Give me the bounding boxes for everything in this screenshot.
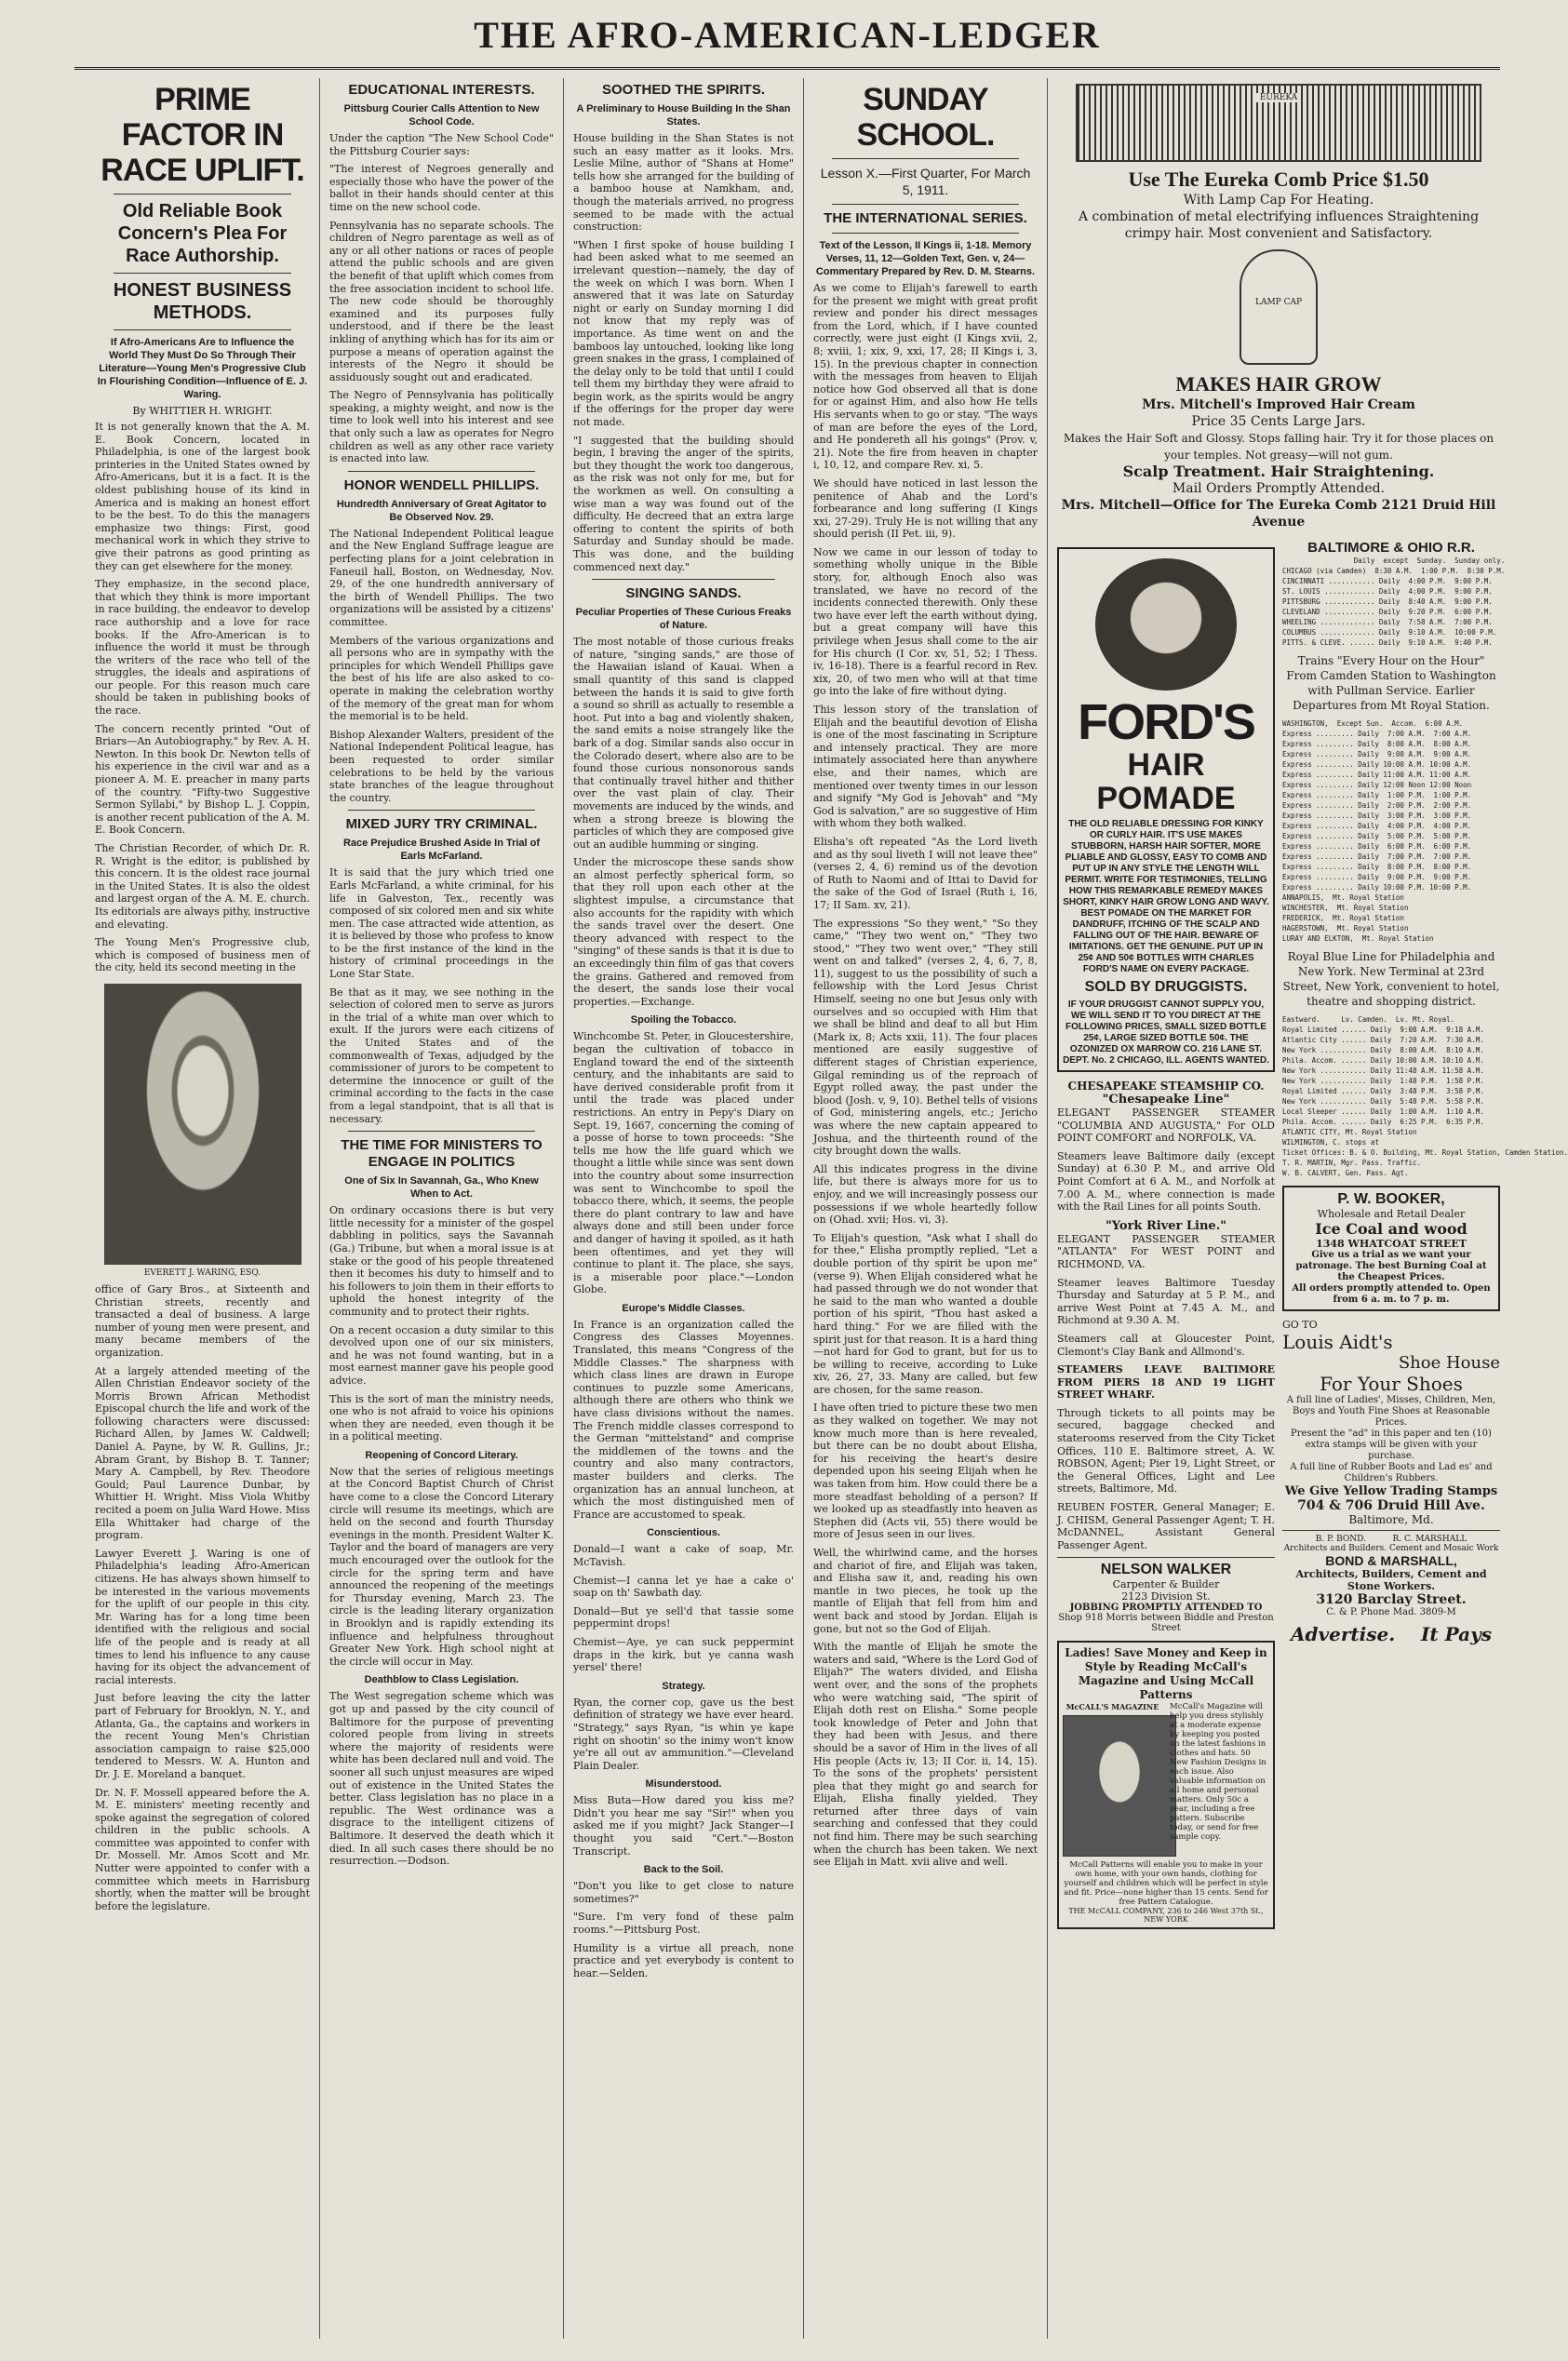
portrait-photo [104, 984, 302, 1265]
paragraph: All this indicates progress in the divine life, but there is always more for us to enjoy, and we will increasingly possess our possessions if we whole heartedly follow on (Ohad. xvii; Hos. vi, 3). [813, 1162, 1038, 1227]
subhead: Pittsburg Courier Calls Attention to New School Code. [343, 103, 540, 127]
divider [348, 1131, 535, 1132]
mitchell-line: Price 35 Cents Large Jars. [1191, 414, 1366, 429]
subhead: Hundredth Anniversary of Great Agitator to Be Observed Nov. 29. [336, 498, 547, 523]
nelson-title: NELSON WALKER [1100, 1562, 1232, 1578]
mccall-address: THE McCALL COMPANY, 236 to 246 West 37th St., NEW YORK [1068, 1907, 1264, 1925]
bond-names: B. P. BOND. R. C. MARSHALL [1315, 1535, 1467, 1544]
aidt-line: For Your Shoes [1320, 1373, 1463, 1395]
lesson-subhead: Lesson X.—First Quarter, For March 5, 1911. [820, 166, 1031, 197]
masthead-title: THE AFRO-AMERICAN-LEDGER [474, 14, 1101, 56]
booker-title: P. W. BOOKER, [1337, 1191, 1445, 1207]
paragraph: STEAMERS LEAVE BALTIMORE FROM PIERS 18 AND 19 LIGHT STREET WHARF. [1057, 1363, 1275, 1402]
paragraph: It is not generally known that the A. M. E. Book Concern, located in Philadelphia, is one of the largest book printeries in the United States owned by Afro-Americans, but it is a fact. It is the oldest publishing house of its kind in America and is making an honest effort to be the best. To do this the managers emphasize two things: First, good mechanical work in which they strive to give their patrons as good printing as they can get elsewhere for the money. [95, 421, 310, 572]
aidt-line: A full line of Ladies', Misses, Children, Men, Boys and Youth Fine Shoes at Reasonable Prices. [1286, 1395, 1496, 1428]
lamp-label: LAMP CAP [1254, 298, 1303, 307]
subhead: Strategy. [662, 1680, 705, 1692]
subhead: Spoiling the Tobacco. [630, 1014, 737, 1026]
bond-marshall-ad [1282, 1530, 1500, 1617]
eureka-comb-ad [1057, 84, 1500, 365]
subhead: Conscientious. [647, 1527, 720, 1539]
chesapeake-line: "Chesapeake Line" [1102, 1093, 1230, 1107]
ford-subtitle: HAIR POMADE [1096, 747, 1236, 816]
nelson-line: Carpenter & Builder [1112, 1578, 1220, 1591]
comb-line: A combination of metal electrifying influences Straightening crimpy hair. Most convenient and Satisfactory. [1078, 209, 1480, 241]
paragraph: This is the sort of man the ministry needs, one who is not afraid to voice his opinions when they are needed, even though it be in a political meeting. [329, 1392, 554, 1443]
booker-line: Wholesale and Retail Dealer [1317, 1208, 1466, 1220]
paragraph: Winchcombe St. Peter, in Gloucestershire, began the cultivation of tobacco in England toward the end of the sixteenth century, and the inhabitants are said to have derived considerable profit from it until the trade was placed under restrictions. An entry in Pepy's Diary on Sept. 19, 1667, concerning the coming of a posse of horse to town proceeds: "She tells me how the life guard which we thought a little while since was sent down into the country about some insurrection was sent to Winchcombe to spoil the tobacco there, which, it seems, the people there do plant contrary to law and have always done and still been under force and danger of having it spoiled, as it hath been oftentimes, and yet they will continue to plant it. The place, she says, is a miserable poor place."—London Globe. [573, 1030, 794, 1296]
mitchell-line: Mail Orders Promptly Attended. [1172, 481, 1386, 496]
booker-line: Ice Coal and wood [1315, 1220, 1467, 1238]
column-2 [320, 78, 564, 2339]
subhead: Back to the Soil. [643, 1864, 724, 1876]
bond-line: C. & P. Phone Mad. 3809-M [1326, 1607, 1456, 1617]
bo-railroad-ad [1282, 540, 1568, 1937]
masthead [74, 13, 1500, 70]
subhead: Misunderstood. [645, 1778, 722, 1791]
divider [114, 329, 291, 330]
paragraph: The expressions "So they went," "So they came," "They two went on," "They two stood," "They two went over," "They still went on and talked" (verses 2, 4, 6, 7, 8, 11), suggest to us the possibility of such a fellowship with the Lord Jesus Christ Himself, seeing no one but Jesus only with ourselves and so occupied with Him that we shall be blind and deaf to all but Him (Mark ix, 8; Acts xxii, 11). The four places mentioned are easily suggestive of different stages of Christian experience, Gilgal reminding us of the reproach of Egypt rolled away, the past under the blood (Josh. v, 9, 10). Bethel tells of visions of God, ministering angels, etc.; Jericho was where the new captain appeared to Joshua, and the thirteenth round of the city brought down the walls. [813, 917, 1038, 1158]
ad-split-row [1057, 540, 1568, 1937]
mitchell-title: MAKES HAIR GROW [1175, 372, 1382, 396]
paragraph: As we come to Elijah's farewell to earth for the present we might with great profit review and ponder his direct messages from the Lord, which, if I have counted correctly, were just eight (I Kings xvii, 2, 8; xviii, 1; xix, 9, xxi, 17, 28; II Kings i, 3, 15). In the previous chapter in connection with the messages from heaven to Elijah notice how God observed all that is done for or against Him, and also how He tells His servants when to go or stay. "The ways of man are before the eyes of the Lord, and He pondereth all his goings" (Prov. v, 21). Note the fire from heaven in chapter i, 10, 12, and compare Rev. xi, 5. [813, 282, 1038, 472]
divider [348, 810, 535, 811]
headline-educational: EDUCATIONAL INTERESTS. [348, 82, 535, 98]
divider [592, 579, 775, 580]
paragraph: "When I first spoke of house building I had been asked what to me seemed an irrelevant question—namely, the day of the week on which I was born. When I answered that it was late on Saturday night or early on Sunday morning I did not know that my reply was of importance. As time went on and the bamboos lay untouched, looking like long green snakes in the grass, I complained of the delay only to be told that until I could tell them my birthday they were afraid to begin work, as the spirits would be angry if the offerings for the proper day were not made. [573, 238, 794, 429]
paragraph: In France is an organization called the Congress des Classes Moyennes. Translated, this means "Congress of the Middle Classes." The sharpness with which class lines are drawn in Europe continues to puzzle some Americans, although there are others who think we have class divisions without the names. The French middle classes correspond to the German "mittelstand" and comprise the middlemen of the towns and the country and also many contractors, master builders and clerks. The organization has an annual luncheon, at which the most distinguished men of France are accustomed to speak. [573, 1318, 794, 1521]
paragraph: The Young Men's Progressive club, which is composed of business men of the city, held its second meeting in the [95, 936, 310, 974]
headline-mixed-jury: MIXED JURY TRY CRIMINAL. [345, 816, 538, 833]
paragraph: Lawyer Everett J. Waring is one of Philadelphia's leading Afro-American citizens. He has always shown himself to be interested in the various movements for the uplift of our people in this city. Mr. Waring has for a long time been identified with the religious and social life of the people and is ready at all times to lend his influence to any cause having for its object the advancement of racial interests. [95, 1547, 310, 1686]
mitchell-line: Mrs. Mitchell—Office for The Eureka Comb 2121 Druid Hill Avenue [1061, 498, 1496, 530]
paragraph: Steamers call at Gloucester Point, Clemont's Clay Bank and Allmond's. [1057, 1332, 1275, 1358]
booker-ad [1282, 1186, 1500, 1311]
column-3 [564, 78, 804, 2339]
ford-druggists: SOLD BY DRUGGISTS. [1084, 979, 1248, 995]
mccall-mag-label: McCALL'S MAGAZINE [1065, 1702, 1159, 1712]
paragraph: Chemist—Aye, ye can suck peppermint draps in the kirk, but ye canna wash yersel' there! [573, 1635, 794, 1674]
paragraph: On a recent occasion a duty similar to this devolved upon one of our six ministers, and he was not found wanting, but in a most earnest manner gave his people good advice. [329, 1323, 554, 1387]
paragraph: We should have noticed in last lesson the penitence of Ahab and the Lord's forbearance and long suffering (I Kings xxi, 27-29). Truly He is not willing that any should perish (II Pet. iii, 9). [813, 476, 1038, 541]
timetable: Eastward. Lv. Camden. Lv. Mt. Royal. Royal Limited ...... Daily 9:08 A.M. 9:18 A.M. Atlantic City ...... Daily 7:20 A.M. 7:30 A.M. New York ........... Daily 8:00 A.M. 8:10 A.M. Phila. Accom. ...... Daily 10:00 A.M. 10:10 A.M. New York ........... Daily 11:48 A.M. 11:58 A.M. New York ........... Daily 1:48 P.M. 1:58 P.M. Royal Limited ...... Daily 3:48 P.M. 3:58 P.M. New York ........... Daily 5:48 P.M. 5:58 P.M. Local Sleeper ...... Daily 1:00 A.M. 1:10 A.M. Phila. Accom. ...... Daily 6:25 P.M. 6:35 P.M. ATLANTIC CITY, Mt. Royal Station WILMINGTON, C. stops at [1282, 1015, 1484, 1147]
paragraph: Humility is a virtue all preach, none practice and yet everybody is content to hear.—Selden. [573, 1941, 794, 1979]
paragraph: On ordinary occasions there is but very little necessity for a minister of the gospel dabbling in politics, says the Savannah (Ga.) Tribune, but when a moral issue is at stake or the good of his people threatened then it becomes his duty to himself and to his followers to join them in their efforts to uphold the honest integrity of the community and to protect their rights. [329, 1204, 554, 1318]
aidt-line: GO TO [1282, 1319, 1318, 1331]
headline-singing-sands: SINGING SANDS. [625, 585, 742, 602]
paragraph: This lesson story of the translation of Elijah and the beautiful devotion of Elisha is one of the most fascinating in Scripture and intensely practical. They are more intimately associated here than anywhere else, and their names, which are mentioned over twenty times in our lesson and signify "My God is Jehovah" and "My God is salvation," are so suggestive of Him with whom they both walked. [813, 704, 1038, 830]
bond-line: Architects and Builders. Cement and Mosaic Work [1283, 1544, 1499, 1553]
paragraph: "Sure. I'm very fond of these palm rooms."—Pittsburg Post. [573, 1911, 794, 1937]
paragraph: Donald—I want a cake of soap, Mr. McTavish. [573, 1543, 794, 1568]
paragraph: House building in the Shan States is not such an easy matter as it looks. Mrs. Leslie Milne, author of "Shans at Home" tells how she arranged for the building of a bamboo house at Namkham, and, though the materials arrived, no progress seemed to be made with the actual construction: [573, 132, 794, 234]
paragraph: The West segregation scheme which was got up and passed by the city council of Baltimore for the purpose of preventing colored people from living in streets where the majority of residents were white has been declared null and void. The sooner all such unjust measures are wiped out of existence in the United States the better. Class legislation has no place in a republic. The West ordinance was a disgrace to the intelligent citizens of Baltimore. It deserved the death which it died. In all such cases there should be no resurrection.—Dodson. [329, 1690, 554, 1868]
chesapeake-title: CHESAPEAKE STEAMSHIP CO. [1067, 1080, 1265, 1093]
comb-label: EUREKA [1256, 93, 1301, 102]
paragraph: The concern recently printed "Out of Briars—An Autobiography," by Rev. A. H. Newton. In this book Dr. Newton tells of his experience in the civil war and as a pioneer A. M. E. preacher in many parts of the country. "Fifty-two Suggestive Sermon Syllabi," by Bishop L. J. Coppin, is another recent publication of the A. M. E. Book Concern. [95, 722, 310, 837]
paragraph: ELEGANT PASSENGER STEAMER "COLUMBIA AND AUGUSTA," For OLD POINT COMFORT and NORFOLK, VA. [1057, 1107, 1275, 1145]
paragraph: Miss Buta—How dared you kiss me? Didn't you hear me say "Sir!" when you asked me if you might? Jack Stanger—I thought you said "Cert."—Boston Transcript. [573, 1794, 794, 1858]
bond-line: 3120 Barclay Street. [1316, 1592, 1467, 1607]
paragraph: Now we came in our lesson of today to something wholly unique in the Bible story, for, although Enoch also was translated, we have no record of the incidents connected therewith. Only these two have ever left the earth without dying, but a great company will have this privilege when Jesus shall come to the air for His church (I Cor. xv, 51, 52; I Thess. iv, 16-18). There is a fearful record in Rev. xix, 20, of two men who will at that time go into the lake of fire without dying. [813, 545, 1038, 698]
mccall-body: McCall's Magazine will help you dress stylishly at a moderate expense by keeping you posted on the latest fashions in clothes and hats. 50 New Fashion Designs in each issue. Also valuable information on all home and personal matters. Only 50c a year, including a free pattern. Subscribe today, or send for free sample copy. [1170, 1702, 1266, 1843]
paragraph: Members of the various organizations and all persons who are in sympathy with the principles for which Wendell Phillips gave the best of his life are also asked to co-operate in making the celebration worthy of the memory of the great man for whom the memorial is to be held. [329, 634, 554, 723]
column-1 [86, 78, 320, 2339]
mccall-split [1063, 1702, 1269, 1860]
divider [832, 158, 1019, 159]
paragraph: To Elijah's question, "Ask what I shall do for thee," Elisha promptly replied, "Let a double portion of thy spirit be upon me" (verse 9). When Elijah considered what he had passed through we do not wonder that he said to the man who wanted a double portion of his spirit, "Thou hast asked a hard thing." For we are filled with the spirit just for that reason. It is a hard thing—not hard for God to grant, but for us to be willing to receive, according to Luke xiv, 26, 27, 33. Many are called, but few are chosen, for the same reason. [813, 1231, 1038, 1396]
bo-trains: Trains "Every Hour on the Hour" From Camden Station to Washington with Pullman Service. Earlier Departures from Mt Royal Station. [1286, 654, 1496, 712]
paragraph: Be that as it may, we see nothing in the selection of colored men to serve as jurors in the trial of a white man over which to exult. If the jurors were each citizens of the United States and of the commonwealth of Texas, adjudged by the commissioner of jurors to be competent to determine the innocence or guilt of the criminal according to the facts in the case from a legal standpoint, that is all that is necessary. [329, 986, 554, 1125]
chesapeake-ad [1057, 1080, 1275, 1551]
nelson-line: Shop 918 Morris between Biddle and Preston Street [1058, 1613, 1274, 1634]
subhead: Reopening of Concord Literary. [365, 1449, 518, 1461]
paragraph: ELEGANT PASSENGER STEAMER "ATLANTA" For WEST POINT and RICHMOND, VA. [1057, 1232, 1275, 1270]
photo-caption: EVERETT J. WARING, ESQ. [143, 1268, 261, 1278]
aidt-line: Louis Aidt's [1282, 1331, 1393, 1353]
paragraph: I have often tried to picture these two men as they walked on together. We may not know much more than is here revealed, but there can be no doubt about Elisha, for his receiving the heart's desire depended upon his seeing Elijah when he was taken from him. How could there be a more steadfast beholding of a person? If we looked up as steadfastly into heaven as Stephen did (Acts vii, 55) there would be more of Jesus seen in our lives. [813, 1402, 1038, 1541]
nelson-line: JOBBING PROMPTLY ATTENDED TO [1069, 1603, 1263, 1614]
ford-tail: IF YOUR DRUGGIST CANNOT SUPPLY YOU, WE WILL SEND IT TO YOU DIRECT AT THE FOLLOWING PRICES, SMALL SIZED BOTTLE 25¢, LARGE SIZED BOTTLE 50¢. THE OZONIZED OX MARROW CO. 216 LANE ST. DEPT. No. 2 CHICAGO, ILL. AGENTS WANTED. [1063, 999, 1269, 1066]
paragraph: Through tickets to all points may be secured, baggage checked and staterooms reserved from the City Ticket Offices, 110 E. Baltimore street, A. W. ROBSON, Agent; Pier 19, Light Street, or the General Offices, Light and Lee streets, Baltimore, Md. [1057, 1406, 1275, 1496]
paragraph: At a largely attended meeting of the Allen Christian Endeavor society of the Morris Brown African Methodist Episcopal church the life and work of the following characters were discussed: Richard Allen, by James W. Caldwell; Daniel A. Payne, by W. R. Gullins, Jr.; Abram Grant, by Bishop B. T. Tanner; Mary A. Campbell, by Rev. Theodore Gould; Paul Laurence Dunbar, by Whittier H. Wright. Miss Viola Whitby recited a poem on Julia Ward Howe. Miss Ella Whittaker had charge of the program. [95, 1364, 310, 1542]
paragraph: With the mantle of Elijah he smote the waters and said, "Where is the Lord God of Elijah?" The waters divided, and Elisha went over, and the sons of the prophets who were watching said, "The spirit of Elijah doth rest on Elisha." Some people took knowledge of Peter and John that they had been with Jesus, and there should be a savor of Him in the lives of all His people (Acts iv, 13; II Cor. ii, 14, 15). To the sons of the prophets' persistent plea that they might go and search for Elijah, Elisha finally yielded. They returned after three days of vain searching and confessed that they could not find him. There may be such searching when the church has been taken. We next see Elijah in Matt. xvii alive and well. [813, 1641, 1039, 1869]
deck: If Afro-Americans Are to Influence the World They Must Do So Through Their Literature—Young Men's Progressive Club In Flourishing Condition—Influence of E. J. Waring. [97, 337, 308, 400]
paragraph: Just before leaving the city the latter part of February for Brooklyn, N. Y., and Atlanta, Ga., the captains and workers in the recent Young Men's Christian association campaign to raise $25,000 tendered to Messrs. W. A. Hunton and Dr. J. E. Moreland a banquet. [95, 1692, 310, 1780]
divider [114, 273, 291, 274]
nelson-line: 2123 Division St. [1121, 1590, 1211, 1603]
ticket-offices: Ticket Offices: B. & O. Building, Mt. Royal Station, Camden Station. T. R. MARTIN, Mgr. Pass. Traffic. W. B. CALVERT, Gen. Pass. Agt. [1282, 1148, 1568, 1177]
divider [832, 204, 1019, 205]
divider [348, 471, 535, 472]
bo-title: BALTIMORE & OHIO R.R. [1307, 540, 1475, 556]
paragraph: "I suggested that the building should begin, I braving the anger of the spirits, but they thought the work too dangerous, as the risk was not only for me, but for the workmen as well. On consulting a wise man a way was found out of the difficulty. He decreed that an extra large offering to content the spirits of both Saturday and Sunday should be made. This was done, and the building commenced next day." [573, 434, 794, 573]
headline-soothed-spirits: SOOTHED THE SPIRITS. [601, 82, 766, 98]
bo-royal: Royal Blue Line for Philadelphia and New York. New Terminal at 23rd Street, New York, convenient to hotel, theatre and shopping district. [1282, 950, 1500, 1008]
paragraph: Bishop Alexander Walters, president of the National Independent Political league, has been requested to order similar celebrations to be held by the various state branches of the league throughout the country. [329, 728, 554, 804]
booker-line: Give us a trial as we want your patronage. The best Burning Coal at the Cheapest Prices. [1295, 1250, 1487, 1282]
byline: By WHITTIER H. WRIGHT. [132, 405, 273, 417]
advertisements-column [1048, 78, 1568, 2339]
paragraph: Steamer leaves Baltimore Tuesday Thursday and Saturday at 5 P. M., and arrive West Point at 7.45 A. M., and Richmond at 9.30 A. M. [1057, 1276, 1275, 1327]
subhead: One of Six In Savannah, Ga., Who Knew When to Act. [344, 1175, 539, 1201]
york-river-line: "York River Line." [1105, 1218, 1227, 1233]
paragraph: Pennsylvania has no separate schools. The children of Negro parentage as well as of any or all other nations or races of people attend the public schools and are given the benefit of that uplift which comes from the free association incident to school life. The new code should be thoroughly examined and its purposes fully understood, and if there be the least inkling of anything which has for its aim or purpose a means of operation against the interests of the Negro it should be assiduously sought out and eradicated. [329, 219, 554, 383]
mitchell-line: Makes the Hair Soft and Glossy. Stops falling hair. Try it for those places on your temples. Not greasy—will not gum. [1063, 432, 1494, 462]
column-4 [804, 78, 1048, 2339]
mitchell-hair-ad [1057, 372, 1500, 530]
subhead: A Preliminary to House Building In the Shan States. [576, 103, 791, 127]
paragraph: Donald—But ye sell'd that tassie some peppermint drops! [573, 1604, 794, 1630]
divider [114, 194, 291, 195]
lamp-icon [1240, 249, 1318, 365]
ford-pomade-ad [1057, 540, 1275, 1937]
subhead: Deathblow to Class Legislation. [364, 1674, 519, 1686]
paragraph: REUBEN FOSTER, General Manager; E. J. CHISM, General Passenger Agent; T. H. McDANNEL, Assistant General Passenger Agent. [1057, 1501, 1275, 1551]
mitchell-line: Mrs. Mitchell's Improved Hair Cream [1142, 397, 1415, 412]
paragraph: The National Independent Political league and the New England Suffrage league are perfecting plans for a joint celebration in Faneuil hall, Boston, on Wednesday, Nov. 29, of the one hundredth anniversary of the birth of Wendell Phillips. The two organizations will be assisted by a citizens' committee. [329, 527, 554, 628]
headline-international-series: THE INTERNATIONAL SERIES. [824, 210, 1027, 226]
paragraph: They emphasize, in the second place, that which they think is more important in race building, the endeavor to develop race authorship and a love for race books. If the Afro-American is to influence the world it must be through the writers of the race who tell of the struggles, the ideals and aspirations of our people. For this reason much care should be taken in publishing books of the race. [95, 578, 310, 718]
advertise-footer: Advertise. It Pays [1291, 1623, 1492, 1645]
aidt-line: Baltimore, Md. [1348, 1513, 1434, 1526]
timetable: WASHINGTON, Except Sun. Accom. 6:00 A.M. Express ......... Daily 7:00 A.M. 7:00 A.M. Express ......... Daily 8:00 A.M. 8:00 A.M. Express ......... Daily 9:00 A.M. 9:00 A.M. Express ......... Daily 10:00 A.M. 10:00 A.M. Express ......... Daily 11:00 A.M. 11:00 A.M. Express ......... Daily 12:00 Noon 12:00 Noon Express ......... Daily 1:00 P.M. 1:00 P.M. Express ......... Daily 2:00 P.M. 2:00 P.M. Express ......... Daily 3:00 P.M. 3:00 P.M. Express ......... Daily 4:00 P.M. 4:00 P.M. Express ......... Daily 5:00 P.M. 5:00 P.M. Express ......... Daily 6:00 P.M. 6:00 P.M. Express ......... Daily 7:00 P.M. 7:00 P.M. Express ......... Daily 8:00 P.M. 8:00 P.M. Express ......... Daily 9:00 P.M. 9:00 P.M. Express ......... Daily 10:00 P.M. 10:00 P.M. ANNAPOLIS, Mt. Royal Station WINCHESTER, Mt. Royal Station FREDERICK, Mt. Royal Station HAGERSTOWN, Mt. Royal Station LURAY AND ELKTON, Mt. Royal Station [1282, 719, 1472, 943]
woman-portrait [1095, 558, 1237, 691]
nelson-walker-ad [1057, 1557, 1275, 1633]
mitchell-line: Scalp Treatment. Hair Straightening. [1122, 463, 1435, 480]
headline-ministers-politics: THE TIME FOR MINISTERS TO ENGAGE IN POLITICS [341, 1137, 543, 1171]
subhead: Peculiar Properties of These Curious Freaks of Nature. [575, 607, 792, 632]
timetable: Daily except Sunday. Sunday only. CHICAGO (via Camden) 8:30 A.M. 1:00 P.M. 8:30 P.M. CINCINNATI ........... Daily 4:00 P.M. 9:00 P.M. ST. LOUIS ............ Daily 4:00 P.M. 9:00 P.M. PITTSBURG ............ Daily 8:40 A.M. 9:00 P.M. CLEVELAND ............ Daily 9:20 P.M. 6:00 P.M. WHEELING ............. Daily 7:58 A.M. 7:00 P.M. COLUMBUS ............. Daily 9:10 A.M. 10:00 P.M. PITTS. & CLEVE. ...... Daily 9:10 A.M. 9:40 P.M. [1282, 557, 1506, 647]
paragraph: The Christian Recorder, of which Dr. R. R. Wright is the editor, is published by this concern. It is the oldest race journal in the United States. It is also the oldest and largest organ of the A. M. E. church. Its editorials are always pithy, instructive and elevating. [95, 842, 310, 931]
bond-line: BOND & MARSHALL, [1325, 1553, 1457, 1568]
aidt-line: A full line of Rubber Boots and Lad es' and Children's Rubbers. [1290, 1462, 1493, 1483]
ford-title: FORD'S [1078, 694, 1254, 750]
booker-line: 1348 WHATCOAT STREET [1316, 1238, 1467, 1250]
ford-body: THE OLD RELIABLE DRESSING FOR KINKY OR CURLY HAIR. IT'S USE MAKES STUBBORN, HARSH HAIR SOFTER, MORE PLIABLE AND GLOSSY, EASY TO COMB AND PUT UP IN ANY STYLE THE LENGTH WILL PERMIT. WRITE FOR TESTIMONIES, TELLING HOW THIS REMARKABLE REMEDY MAKES SHORT, KINKY HAIR GROW LONG AND WAVY. BEST POMADE ON THE MARKET FOR DANDRUFF, ITCHING OF THE SCALP AND FALLING OUT OF THE HAIR. BEWARE OF IMITATIONS. GET THE GENUINE. PUT UP IN 25¢ AND 50¢ BOTTLES WITH CHARLES FORD'S NAME ON EVERY PACKAGE. [1063, 819, 1269, 974]
paragraph: The most notable of those curious freaks of nature, "singing sands," are those of the Hawaiian island of Kauai. When a small quantity of this sand is clapped between the hands it is said to give forth a sound so shrill as actually to resemble a hoot. Put into a bag and violently shaken, the sand emits a noise strangely like the bark of a dog. Similar sands also occur in the Colorado desert, where also are to be found those curious nonsonorous sands that continually travel hither and thither over the vast plain of clay. Their movements are induced by the winds, and when a strong breeze is blowing the particles of which they are composed give out an audible humming or singing. [573, 636, 794, 851]
divider [832, 233, 1019, 234]
aidt-line: Shoe House [1398, 1353, 1500, 1373]
aidt-line: 704 & 706 Druid Hill Ave. [1297, 1498, 1485, 1513]
magazine-illustration [1063, 1715, 1176, 1857]
headline-book-concern: Old Reliable Book Concern's Plea For Race Authorship. [117, 201, 288, 266]
comb-illustration [1076, 84, 1481, 162]
paragraph: The Negro of Pennsylvania has politically speaking, a mighty weight, and now is the time to look well into his interest and see that only such a law as operates for Negro children as well as any other race variety is enacted into law. [329, 389, 554, 465]
booker-line: All orders promptly attended to. Open from 6 a. m. to 7 p. m. [1292, 1283, 1491, 1305]
paragraph: Chemist—I canna let ye hae a cake o' soap on th' Sawbath day. [573, 1574, 794, 1600]
bond-line: Architects, Builders, Cement and Stone Workers. [1295, 1568, 1487, 1592]
headline-prime-factor: PRIME FACTOR IN RACE UPLIFT. [101, 82, 304, 188]
headline-wendell-phillips: HONOR WENDELL PHILLIPS. [343, 476, 540, 493]
paragraph: Dr. N. F. Mossell appeared before the A. M. E. ministers' meeting recently and spoke against the segregation of colored children in the public schools. A committee was appointed to confer with Dr. Mossell. Mr. Amos Scott and Mr. Nutter were appointed to confer with a committee which meets in Harrisburg shortly, when the matter will be brought before the legislature. [95, 1786, 310, 1912]
paragraph: Under the caption "The New School Code" the Pittsburg Courier says: [329, 132, 554, 157]
paragraph: Ryan, the corner cop, gave us the best definition of strategy we have ever heard. "Strategy," says Ryan, "is whin ye kape right on shootin' so the inimy won't know ye're all out av ammunition."—Cleveland Plain Dealer. [573, 1696, 794, 1772]
paragraph: Steamers leave Baltimore daily (except Sunday) at 6.30 P. M., and arrive Old Point Comfort at 6 A. M., and Norfolk at 7.00 A. M., where connection is made with the Rail Lines for all points South. [1057, 1149, 1275, 1214]
subhead: Europe's Middle Classes. [622, 1302, 745, 1314]
headline-sunday-school: SUNDAY SCHOOL. [856, 82, 995, 153]
subhead: Text of the Lesson, II Kings ii, 1-18. Memory Verses, 11, 12—Golden Text, Gen. v, 24—Commentary Prepared by Rev. D. M. Stearns. [815, 240, 1036, 277]
mccall-title: Ladies! Save Money and Keep in Style by Reading McCall's Magazine and Using McCall Patterns [1065, 1646, 1267, 1702]
paragraph: Now that the series of religious meetings at the Concord Baptist Church of Christ have come to a close the Concord Literary circle will resume its meetings, which are held on the second and fourth Thursday evenings in the month. President Walter K. Taylor and the board of managers are very much encouraged over the outlook for the circle for the spring term and have announced the reopening of the meetings for Thursday evening, March 23. The circle is the leading literary organization in Brooklyn and is rapidly extending its influence and helpfulness throughout Greater New York. High school night at the circle will occur in May. [329, 1465, 554, 1668]
paragraph: Under the microscope these sands show an almost perfectly spherical form, so that they roll upon each other at the slightest impulse, a circumstance that also accounts for the rapidity with which the sands travel over the desert. One theory advanced with respect to the "singing" of these sands is that it is due to an exceedingly thin film of gas that covers the grains. Gathered and removed from the desert, the sands lose their vocal properties.—Exchange. [573, 856, 794, 1008]
subhead: Race Prejudice Brushed Aside In Trial of Earls McFarland. [342, 838, 541, 863]
comb-title: Use The Eureka Comb Price $1.50 [1128, 168, 1429, 191]
paragraph: "Don't you like to get close to nature sometimes?" [573, 1880, 794, 1905]
paragraph: It is said that the jury which tried one Earls McFarland, a white criminal, for his life in Galveston, Tex., recently was composed of six colored men and six white men. The case attracted wide attention, as it is believed by those who profess to know to be the first instance of the kind in the history of criminal proceedings in the Lone Star State. [329, 866, 554, 981]
mccall-ad [1057, 1641, 1275, 1929]
aidt-line: Present the "ad" in this paper and ten (10) extra stamps will be given with your purchase. [1291, 1429, 1492, 1461]
aidt-shoe-ad [1282, 1319, 1500, 1526]
comb-line: With Lamp Cap For Heating. [1183, 193, 1374, 208]
paragraph: "The interest of Negroes generally and especially those who have the power of the ballot in their hands should center at this time on the new school code. [329, 163, 555, 213]
paragraph: office of Gary Bros., at Sixteenth and Christian streets, recently and transacted a deal of business. A large number of young men were present, and many became members of the organization. [95, 1282, 310, 1359]
mccall-tail: McCall Patterns will enable you to make in your own home, with your own hands, clothing for yourself and children which will be perfect in style and fit. Price—none higher than 15 cents. Send for free Pattern Catalogue. [1064, 1860, 1268, 1908]
paragraph: Well, the whirlwind came, and the horses and chariot of fire, and Elijah was taken, and Elisha saw it, and, reading his own mantle in two pieces, he took up the mantle of Elijah that fell from him and went back and stood by Jordan. Elijah is gone, but not so the God of Elijah. [813, 1547, 1038, 1635]
paragraph: Elisha's oft repeated "As the Lord liveth and as thy soul liveth I will not leave thee" (verses 2, 4, 6) remind us of the devotion of Ruth to Naomi and of Ittai to David for the sake of the God of Israel (Ruth i, 16, 17; II Sam. xv, 21). [813, 835, 1038, 911]
headline-honest-business: HONEST BUSINESS METHODS. [113, 280, 292, 323]
aidt-line: We Give Yellow Trading Stamps [1284, 1484, 1498, 1498]
